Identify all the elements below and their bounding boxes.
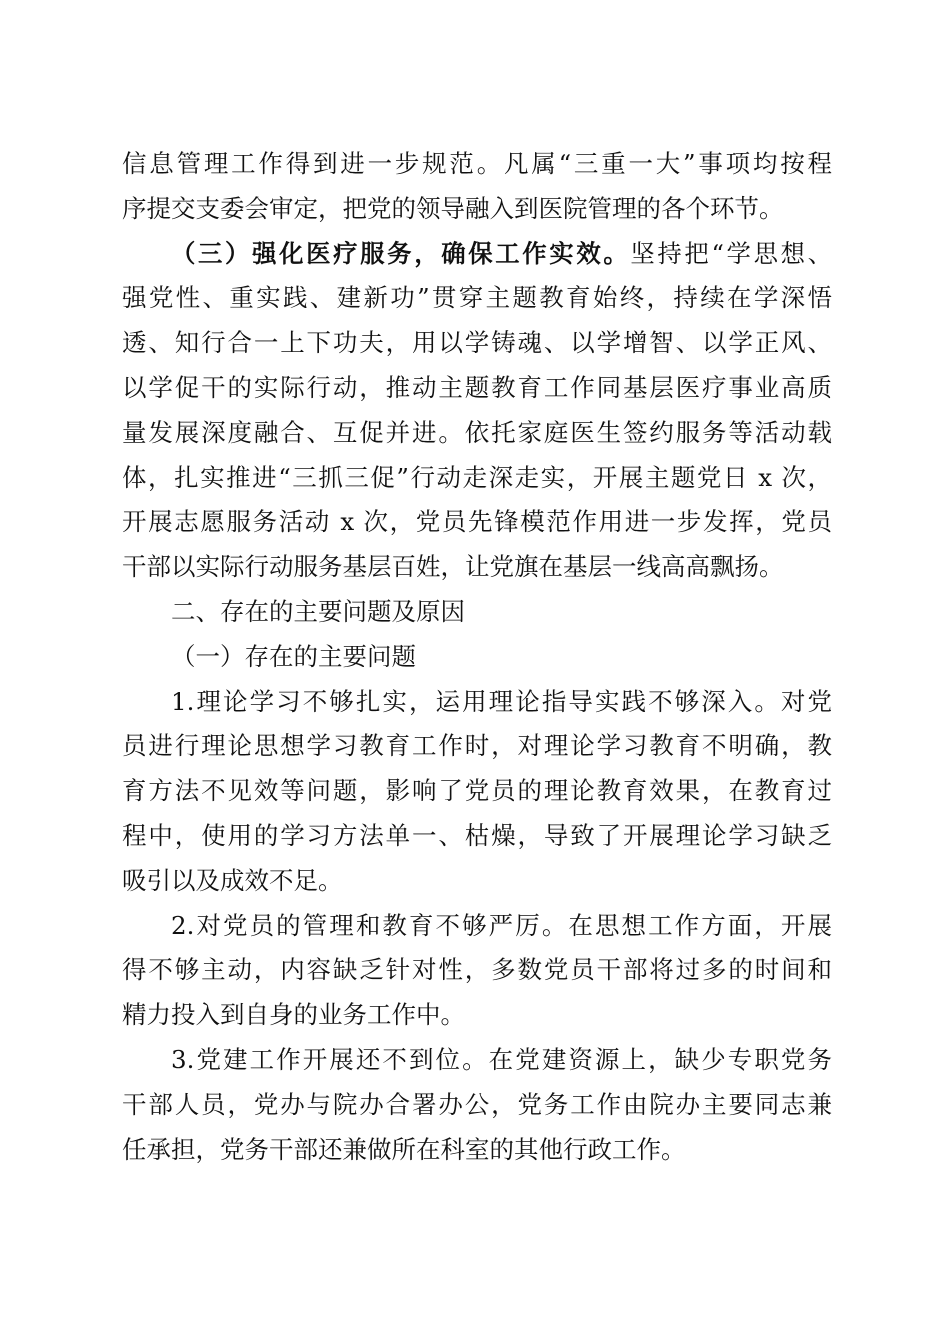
text-line: 3.党建工作开展还不到位。在党建资源上，缺少专职党务 bbox=[171, 1044, 832, 1074]
text-line: 程中，使用的学习方法单一、枯燥，导致了开展理论学习缺乏 bbox=[122, 820, 832, 850]
text-line: 以学促干的实际行动，推动主题教育工作同基层医疗事业高质 bbox=[122, 372, 832, 402]
text-line bbox=[122, 232, 832, 277]
text-line: 透、知行合一上下功夫，用以学铸魂、以学增智、以学正风、 bbox=[122, 328, 832, 358]
text-line: 任承担，党务干部还兼做所在科室的其他行政工作。 bbox=[122, 1134, 686, 1164]
paragraph bbox=[122, 232, 832, 590]
document-body bbox=[122, 142, 832, 1172]
section-heading: 二、存在的主要问题及原因 bbox=[171, 596, 465, 626]
paragraph bbox=[122, 680, 832, 904]
text-line: 干部人员，党办与院办合署办公，党务工作由院办主要同志兼 bbox=[122, 1089, 832, 1119]
paragraph-lead: （三）强化医疗服务，确保工作实效。 bbox=[171, 238, 631, 268]
text-line: 得不够主动，内容缺乏针对性，多数党员干部将过多的时间和 bbox=[122, 955, 832, 985]
text-line: 量发展深度融合、互促并进。依托家庭医生签约服务等活动载 bbox=[122, 417, 832, 447]
text-line: 强党性、重实践、建新功”贯穿主题教育始终，持续在学深悟 bbox=[122, 283, 832, 313]
text-line: 吸引以及成效不足。 bbox=[122, 865, 343, 895]
text-line: 开展志愿服务活动 x 次，党员先锋模范作用进一步发挥，党员 bbox=[122, 507, 832, 537]
paragraph bbox=[122, 1038, 832, 1172]
subsection-heading: （一）存在的主要问题 bbox=[171, 641, 416, 671]
paragraph bbox=[122, 142, 832, 232]
text-line: 2.对党员的管理和教育不够严厉。在思想工作方面，开展 bbox=[171, 910, 832, 940]
paragraph bbox=[122, 904, 832, 1038]
text-line: 干部以实际行动服务基层百姓，让党旗在基层一线高高飘扬。 bbox=[122, 552, 784, 582]
text-span: 坚持把“学思想、 bbox=[630, 238, 832, 268]
text-line: 精力投入到自身的业务工作中。 bbox=[122, 1000, 465, 1030]
text-line: 信息管理工作得到进一步规范。凡属“三重一大”事项均按程 bbox=[122, 149, 832, 178]
text-line: 体，扎实推进“三抓三促”行动走深走实，开展主题党日 x 次， bbox=[122, 462, 832, 492]
text-line: 序提交支委会审定，把党的领导融入到医院管理的各个环节。 bbox=[122, 193, 784, 223]
text-line: 1.理论学习不够扎实，运用理论指导实践不够深入。对党 bbox=[171, 686, 832, 716]
text-line: 育方法不见效等问题，影响了党员的理论教育效果，在教育过 bbox=[122, 776, 832, 806]
text-line: 员进行理论思想学习教育工作时，对理论学习教育不明确，教 bbox=[122, 731, 832, 761]
